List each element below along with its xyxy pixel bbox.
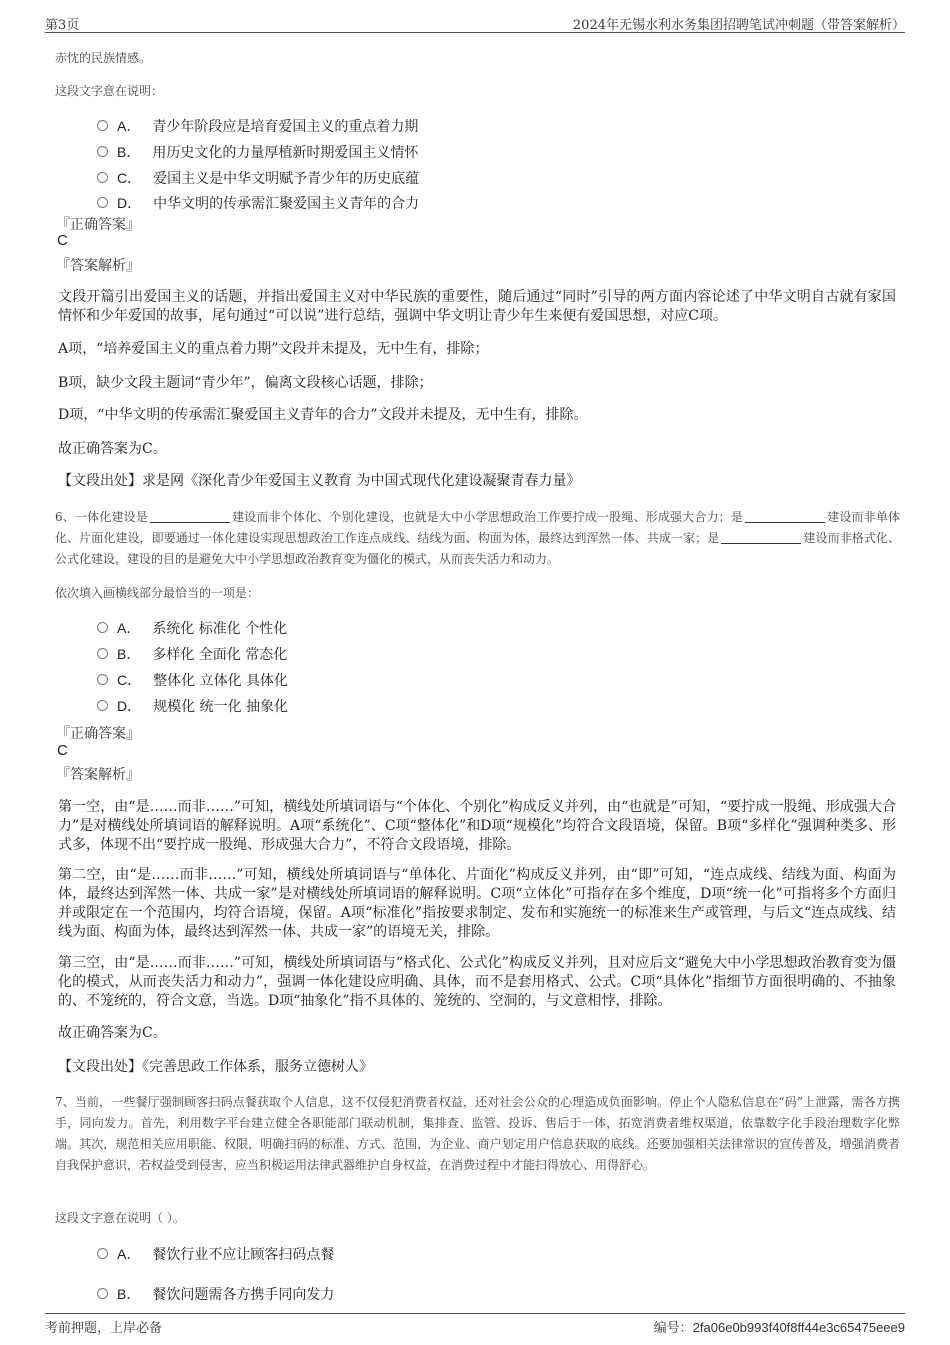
q7-stem: 7、当前，一些餐厅强制顾客扫码点餐获取个人信息，这不仅侵犯消费者权益，还对社会公众的心理造成负面影响。停止个人隐私信息在“码”上泄露，需各方携手，同向发力。首先，利用数字平台建立健全各职能部门联动机制，集排查、监管、投诉、售后于一体，拓宽消费者维权渠道，依靠数字化手段治理数字化弊端。其次，规范相关应用职能、权限，明确扫码的标准、方式、范围，为企业、商户划定用户信息获取的底线。还要加强相关法律常识的宣传普及，增强消费者自我保护意识，若权益受到侵害，应当积极运用法律武器维护自身权益，在消费过程中才能扫得放心、用得舒心。 xyxy=(55,1095,900,1172)
q5-analysis-paragraph: B项，缺少文段主题词“青少年”，偏离文段核心话题，排除； xyxy=(58,375,433,391)
q5-answer: C xyxy=(57,232,68,249)
footer-slogan: 考前押题，上岸必备 xyxy=(45,1321,163,1336)
page-footer xyxy=(45,1313,905,1337)
document-title: 2024年无锡水利水务集团招聘笔试冲刺题（带答案解析） xyxy=(572,18,905,33)
q5-option-c[interactable]: C． 爱国主义是中华文明赋予青少年的历史底蕴 xyxy=(97,168,419,188)
radio-button[interactable] xyxy=(97,1248,108,1259)
q6-answer-label: 『正确答案』 xyxy=(56,726,140,742)
q6-prompt: 依次填入画横线部分最恰当的一项是： xyxy=(55,586,260,600)
q5-conclusion: 故正确答案为C。 xyxy=(58,441,167,457)
q6-conclusion: 故正确答案为C。 xyxy=(58,1025,167,1041)
radio-button[interactable] xyxy=(97,700,108,711)
radio-button[interactable] xyxy=(97,120,108,131)
q7-option-a[interactable]: A． 餐饮行业不应让顾客扫码点餐 xyxy=(97,1244,334,1264)
q6-analysis-paragraph: 第一空，由“是……而非……”可知，横线处所填词语与“个体化、个别化”构成反义并列，由“也就是”可知，“要拧成一股绳、形成强大合力”是对横线处所填词语的解释说明。A项“系统化”、C项“整体化”和D项“规模化”均符合文段语境，保留。B项“多样化”强调种类多、形式多，体现不出“要拧成一股绳、形成强大合力”，不符合文段语境，排除。 xyxy=(58,799,896,853)
fill-blank xyxy=(745,510,825,523)
q5-lead-in: 赤忱的民族情感。 xyxy=(55,51,152,65)
fill-blank xyxy=(150,510,230,523)
q6-analysis-label: 『答案解析』 xyxy=(56,767,140,783)
q6-stem: 6、一体化建设是 建设而非个体化、个别化建设，也就是大中小学思想政治工作要拧成一股绳、形成强大合力；是 建设而非单体化、片面化建设，即要通过一体化建设实现思想政治工作连点成线、结线为面、构面为体，最终达到浑然一体、共成一家；是 建设而非格式化、公式化建设，建设的目的是避免大中小学思想政治教育变为僵化的模式，从而丧失活力和动力。 xyxy=(55,510,900,566)
q7-prompt: 这段文字意在说明（ ）。 xyxy=(55,1211,185,1225)
q5-option-a[interactable]: A． 青少年阶段应是培育爱国主义的重点着力期 xyxy=(97,116,418,136)
q5-source: 【文段出处】求是网《深化青少年爱国主义教育 为中国式现代化建设凝聚青春力量》 xyxy=(58,473,581,489)
q6-option-b[interactable]: B． 多样化 全面化 常态化 xyxy=(97,644,287,664)
radio-button[interactable] xyxy=(97,146,108,157)
fill-blank xyxy=(721,531,801,544)
q6-option-c[interactable]: C． 整体化 立体化 具体化 xyxy=(97,670,288,690)
q5-analysis-paragraph: D项，“中华文明的传承需汇聚爱国主义青年的合力”文段并未提及，无中生有，排除。 xyxy=(58,407,588,423)
page-number: 第3页 xyxy=(45,18,80,33)
q5-prompt: 这段文字意在说明： xyxy=(55,84,164,98)
q5-analysis-paragraph: A项，“培养爱国主义的重点着力期”文段并未提及，无中生有，排除； xyxy=(58,341,489,357)
radio-button[interactable] xyxy=(97,1288,108,1299)
radio-button[interactable] xyxy=(97,172,108,183)
page-header xyxy=(45,14,905,33)
q5-option-b[interactable]: B． 用历史文化的力量厚植新时期爱国主义情怀 xyxy=(97,142,418,162)
q5-answer-label: 『正确答案』 xyxy=(56,217,140,233)
q6-source: 【文段出处】《完善思政工作体系，服务立德树人》 xyxy=(58,1059,373,1075)
q6-analysis-paragraph: 第三空，由“是……而非……”可知，横线处所填词语与“格式化、公式化”构成反义并列，且对应后文“避免大中小学思想政治教育变为僵化的模式，从而丧失活力和动力”，强调一体化建设应明确、具体，而不是套用格式、公式。C项“具体化”指细节方面很明确的、不抽象的、不笼统的，符合文意，当选。D项“抽象化”指不具体的、笼统的、空洞的，与文意相悖，排除。 xyxy=(58,955,896,1009)
radio-button[interactable] xyxy=(97,674,108,685)
q6-answer: C xyxy=(57,742,68,759)
radio-button[interactable] xyxy=(97,648,108,659)
q6-analysis-paragraph: 第二空，由“是……而非……”可知，横线处所填词语与“单体化、片面化”构成反义并列，由“即”可知，“连点成线、结线为面、构面为体，最终达到浑然一体、共成一家”是对横线处所填词语的解释说明。C项“立体化”可指存在多个维度，D项“统一化”可指将多个方面归并或限定在一个范围内，均符合语境，保留。A项“标准化”指按要求制定、发布和实施统一的标准来生产或管理，与后文“连点成线、结线为面、构面为体，最终达到浑然一体、共成一家”的语境无关，排除。 xyxy=(58,867,896,940)
q7-option-b[interactable]: B． 餐饮问题需各方携手同向发力 xyxy=(97,1284,334,1304)
q5-option-d[interactable]: D． 中华文明的传承需汇聚爱国主义青年的合力 xyxy=(97,193,419,213)
q5-analysis-label: 『答案解析』 xyxy=(56,258,140,274)
document-code: 编号：2fa06e0b993f40f8ff44e3c65475eee9 xyxy=(653,1320,905,1335)
q6-option-a[interactable]: A． 系统化 标准化 个性化 xyxy=(97,618,287,638)
radio-button[interactable] xyxy=(97,622,108,633)
radio-button[interactable] xyxy=(97,197,108,208)
q5-analysis-paragraph: 文段开篇引出爱国主义的话题，并指出爱国主义对中华民族的重要性，随后通过“同时”引导的两方面内容论述了中华文明自古就有家国情怀和少年爱国的故事，尾句通过“可以说”进行总结，强调中华文明让青少年生来便有爱国思想，对应C项。 xyxy=(58,289,896,324)
q6-option-d[interactable]: D． 规模化 统一化 抽象化 xyxy=(97,696,288,716)
